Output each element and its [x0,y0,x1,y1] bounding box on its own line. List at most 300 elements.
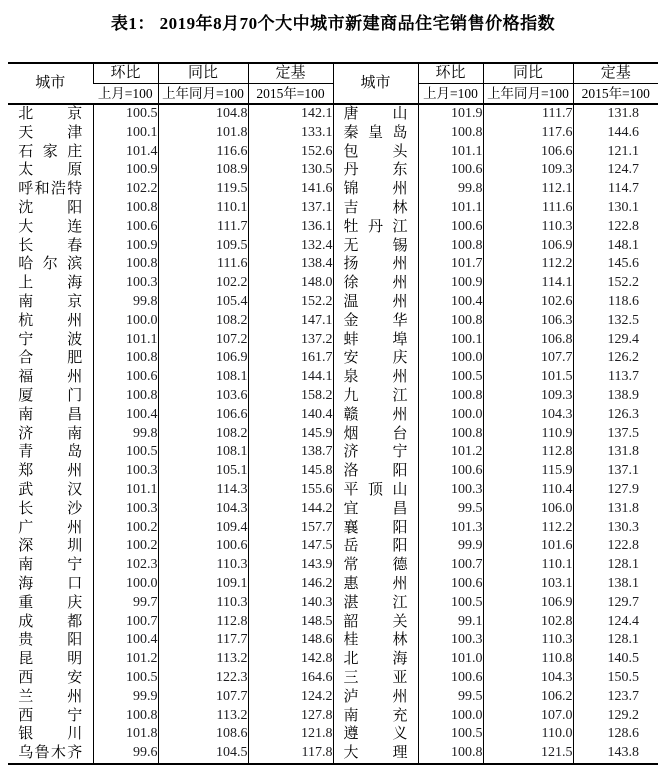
table-row [8,537,658,556]
table-row [8,688,658,707]
city-cell [8,293,93,312]
value-cell: 110.3 [483,631,573,650]
city-cell [333,688,418,707]
value-cell: 111.7 [483,104,573,124]
value-cell: 133.1 [248,124,333,143]
value-cell: 100.3 [93,274,158,293]
city-cell [333,349,418,368]
value-cell: 100.6 [93,218,158,237]
table-row [8,406,658,425]
value-cell: 106.6 [483,143,573,162]
value-cell: 100.6 [158,537,248,556]
value-cell: 101.6 [483,537,573,556]
value-cell: 143.8 [573,744,658,764]
value-cell: 110.9 [483,425,573,444]
city-name: 太原 [18,162,83,179]
city-name: 锦州 [343,181,408,198]
value-cell: 114.7 [573,180,658,199]
city-name: 南京 [18,293,83,310]
value-cell: 152.2 [573,274,658,293]
value-cell: 103.1 [483,575,573,594]
city-name: 呼和浩特 [18,181,83,198]
value-cell: 164.6 [248,669,333,688]
value-cell: 105.1 [158,462,248,481]
value-cell: 100.3 [93,462,158,481]
city-cell [8,180,93,199]
city-cell [8,312,93,331]
city-cell [333,104,418,124]
value-cell: 100.6 [418,575,483,594]
value-cell: 117.8 [248,744,333,764]
value-cell: 101.2 [93,650,158,669]
table-header [8,63,658,104]
value-cell: 112.1 [483,180,573,199]
value-cell: 118.6 [573,293,658,312]
value-cell: 100.8 [418,425,483,444]
city-name: 泉州 [343,369,408,386]
city-cell [8,104,93,124]
header-row-main [8,63,658,84]
city-name: 兰州 [18,688,83,705]
value-cell: 100.7 [93,613,158,632]
table-body [8,104,658,764]
city-cell [8,707,93,726]
city-name: 大连 [18,218,83,235]
city-cell [333,575,418,594]
value-cell: 102.8 [483,613,573,632]
city-cell [8,537,93,556]
value-cell: 99.9 [418,537,483,556]
city-cell [8,387,93,406]
value-cell: 99.1 [418,613,483,632]
city-cell [8,368,93,387]
value-cell: 109.5 [158,237,248,256]
value-cell: 137.5 [573,425,658,444]
value-cell: 122.8 [573,537,658,556]
value-cell: 148.6 [248,631,333,650]
value-cell: 101.5 [483,368,573,387]
value-cell: 101.1 [93,481,158,500]
value-cell: 105.4 [158,293,248,312]
table-row [8,425,658,444]
value-cell: 99.6 [93,744,158,764]
value-cell: 117.7 [158,631,248,650]
city-name: 银川 [18,726,83,743]
table-row [8,556,658,575]
city-name: 海口 [18,575,83,592]
header-yoy-left: 同比 [158,63,248,84]
value-cell: 106.9 [483,594,573,613]
value-cell: 100.8 [93,349,158,368]
header-mom-left: 环比 [93,63,158,84]
city-cell [333,594,418,613]
city-name: 福州 [18,369,83,386]
city-name: 北京 [18,106,83,122]
value-cell: 112.8 [483,443,573,462]
value-cell: 145.8 [248,462,333,481]
value-cell: 101.7 [418,255,483,274]
value-cell: 138.9 [573,387,658,406]
table-row [8,462,658,481]
city-cell [8,237,93,256]
city-cell [8,406,93,425]
value-cell: 101.8 [93,725,158,744]
value-cell: 121.8 [248,725,333,744]
city-cell [333,406,418,425]
city-cell [333,425,418,444]
value-cell: 113.7 [573,368,658,387]
value-cell: 110.3 [158,556,248,575]
city-cell [8,331,93,350]
value-cell: 138.1 [573,575,658,594]
value-cell: 100.8 [418,124,483,143]
value-cell: 111.7 [158,218,248,237]
value-cell: 131.8 [573,104,658,124]
city-name: 金华 [343,312,408,329]
value-cell: 99.5 [418,500,483,519]
table-row [8,349,658,368]
value-cell: 99.8 [93,293,158,312]
value-cell: 100.5 [418,725,483,744]
value-cell: 100.4 [418,293,483,312]
value-cell: 106.9 [483,237,573,256]
value-cell: 100.2 [93,537,158,556]
value-cell: 131.8 [573,443,658,462]
city-name: 南充 [343,707,408,724]
page-title: 表1： 2019年8月70个大中城市新建商品住宅销售价格指数 [110,14,556,33]
value-cell: 100.0 [93,312,158,331]
value-cell: 112.2 [483,255,573,274]
city-cell [333,669,418,688]
value-cell: 103.6 [158,387,248,406]
value-cell: 100.8 [93,255,158,274]
value-cell: 108.1 [158,443,248,462]
value-cell: 102.6 [483,293,573,312]
table-row [8,293,658,312]
value-cell: 132.4 [248,237,333,256]
value-cell: 124.4 [573,613,658,632]
table-row [8,443,658,462]
header-city-right: 城市 [333,63,418,104]
value-cell: 128.6 [573,725,658,744]
value-cell: 100.6 [418,218,483,237]
table-row [8,368,658,387]
table-row [8,180,658,199]
table-row [8,744,658,764]
value-cell: 101.8 [158,124,248,143]
table-row [8,725,658,744]
city-name: 贵阳 [18,632,83,649]
table-row [8,255,658,274]
city-cell [333,443,418,462]
city-cell [8,255,93,274]
city-cell [8,519,93,538]
value-cell: 100.0 [418,406,483,425]
subheader-mom-right: 上月=100 [418,84,483,105]
value-cell: 100.5 [93,669,158,688]
city-name: 宜昌 [343,500,408,517]
city-name: 秦皇岛 [343,124,408,141]
value-cell: 129.7 [573,594,658,613]
city-cell [333,218,418,237]
value-cell: 117.6 [483,124,573,143]
city-name: 惠州 [343,575,408,592]
table-row [8,143,658,162]
value-cell: 110.4 [483,481,573,500]
value-cell: 107.2 [158,331,248,350]
city-name: 南昌 [18,406,83,423]
city-cell [333,368,418,387]
city-name: 牡丹江 [343,218,408,235]
value-cell: 116.6 [158,143,248,162]
city-cell [333,613,418,632]
value-cell: 158.2 [248,387,333,406]
city-name: 泸州 [343,688,408,705]
city-name: 武汉 [18,481,83,498]
value-cell: 122.3 [158,669,248,688]
city-cell [333,500,418,519]
city-name: 沈阳 [18,199,83,216]
value-cell: 108.1 [158,368,248,387]
value-cell: 142.1 [248,104,333,124]
city-name: 吉林 [343,199,408,216]
city-name: 乌鲁木齐 [18,745,83,762]
city-name: 扬州 [343,256,408,273]
city-name: 岳阳 [343,538,408,555]
city-cell [8,143,93,162]
value-cell: 104.3 [158,500,248,519]
value-cell: 137.1 [248,199,333,218]
city-cell [8,594,93,613]
value-cell: 130.5 [248,161,333,180]
value-cell: 127.9 [573,481,658,500]
value-cell: 143.9 [248,556,333,575]
value-cell: 110.3 [483,218,573,237]
value-cell: 99.7 [93,594,158,613]
value-cell: 110.3 [158,594,248,613]
value-cell: 152.2 [248,293,333,312]
value-cell: 100.6 [418,462,483,481]
value-cell: 126.3 [573,406,658,425]
value-cell: 137.2 [248,331,333,350]
value-cell: 100.5 [418,368,483,387]
city-name: 长春 [18,237,83,254]
city-cell [8,725,93,744]
value-cell: 112.2 [483,519,573,538]
value-cell: 101.4 [93,143,158,162]
city-name: 韶关 [343,613,408,630]
value-cell: 102.2 [93,180,158,199]
table-row [8,575,658,594]
value-cell: 136.1 [248,218,333,237]
city-cell [8,613,93,632]
table-row [8,161,658,180]
value-cell: 128.1 [573,631,658,650]
subheader-yoy-left: 上年同月=100 [158,84,248,105]
value-cell: 100.8 [418,237,483,256]
value-cell: 102.2 [158,274,248,293]
city-name: 郑州 [18,463,83,480]
city-name: 襄阳 [343,519,408,536]
value-cell: 100.8 [93,387,158,406]
value-cell: 107.7 [158,688,248,707]
city-name: 遵义 [343,726,408,743]
header-city-left: 城市 [8,63,93,104]
value-cell: 148.1 [573,237,658,256]
city-cell [333,143,418,162]
city-cell [333,199,418,218]
table-row [8,124,658,143]
subheader-base-right: 2015年=100 [573,84,658,105]
value-cell: 107.7 [483,349,573,368]
city-cell [333,556,418,575]
city-name: 杭州 [18,312,83,329]
city-cell [8,218,93,237]
value-cell: 115.9 [483,462,573,481]
city-cell [8,425,93,444]
table-row [8,707,658,726]
value-cell: 100.8 [418,387,483,406]
city-name: 宁波 [18,331,83,348]
table-row [8,387,658,406]
value-cell: 108.2 [158,312,248,331]
city-cell [8,481,93,500]
value-cell: 119.5 [158,180,248,199]
value-cell: 100.5 [93,443,158,462]
header-mom-right: 环比 [418,63,483,84]
city-cell [333,124,418,143]
city-name: 石家庄 [18,143,83,160]
table-row [8,237,658,256]
value-cell: 155.6 [248,481,333,500]
city-name: 蚌埠 [343,331,408,348]
city-cell [333,725,418,744]
city-name: 哈尔滨 [18,256,83,273]
value-cell: 140.5 [573,650,658,669]
value-cell: 100.4 [93,406,158,425]
value-cell: 102.3 [93,556,158,575]
value-cell: 110.1 [483,556,573,575]
value-cell: 161.7 [248,349,333,368]
value-cell: 113.2 [158,707,248,726]
city-name: 西安 [18,669,83,686]
value-cell: 122.8 [573,218,658,237]
table-row [8,481,658,500]
city-name: 湛江 [343,594,408,611]
subheader-yoy-right: 上年同月=100 [483,84,573,105]
city-name: 青岛 [18,444,83,461]
value-cell: 124.7 [573,161,658,180]
city-name: 安庆 [343,350,408,367]
value-cell: 100.7 [418,556,483,575]
table-row [8,218,658,237]
value-cell: 100.6 [418,161,483,180]
city-name: 平顶山 [343,481,408,498]
city-cell [8,688,93,707]
value-cell: 104.8 [158,104,248,124]
city-cell [8,274,93,293]
value-cell: 112.8 [158,613,248,632]
table-row [8,613,658,632]
value-cell: 99.5 [418,688,483,707]
city-name: 三亚 [343,669,408,686]
city-cell [8,349,93,368]
value-cell: 148.0 [248,274,333,293]
value-cell: 101.1 [418,199,483,218]
city-cell [8,575,93,594]
value-cell: 108.6 [158,725,248,744]
value-cell: 152.6 [248,143,333,162]
city-name: 合肥 [18,350,83,367]
value-cell: 109.3 [483,161,573,180]
subheader-base-left: 2015年=100 [248,84,333,105]
city-name: 常德 [343,557,408,574]
value-cell: 111.6 [483,199,573,218]
value-cell: 106.6 [158,406,248,425]
value-cell: 108.2 [158,425,248,444]
value-cell: 104.5 [158,744,248,764]
value-cell: 100.0 [93,575,158,594]
city-cell [8,631,93,650]
city-cell [333,631,418,650]
value-cell: 106.3 [483,312,573,331]
value-cell: 131.8 [573,500,658,519]
value-cell: 100.8 [93,199,158,218]
value-cell: 100.3 [93,500,158,519]
value-cell: 101.1 [418,143,483,162]
value-cell: 123.7 [573,688,658,707]
value-cell: 145.9 [248,425,333,444]
city-cell [8,124,93,143]
city-cell [333,255,418,274]
value-cell: 144.6 [573,124,658,143]
value-cell: 104.3 [483,406,573,425]
city-name: 昆明 [18,651,83,668]
city-cell [333,312,418,331]
city-name: 天津 [18,124,83,141]
value-cell: 140.4 [248,406,333,425]
city-cell [333,161,418,180]
city-cell [333,650,418,669]
value-cell: 100.1 [93,124,158,143]
table-row [8,199,658,218]
value-cell: 144.2 [248,500,333,519]
value-cell: 128.1 [573,556,658,575]
value-cell: 137.1 [573,462,658,481]
value-cell: 101.3 [418,519,483,538]
value-cell: 114.3 [158,481,248,500]
value-cell: 147.1 [248,312,333,331]
value-cell: 145.6 [573,255,658,274]
value-cell: 148.5 [248,613,333,632]
value-cell: 124.2 [248,688,333,707]
city-name: 深圳 [18,538,83,555]
value-cell: 106.0 [483,500,573,519]
value-cell: 100.6 [418,669,483,688]
city-name: 九江 [343,387,408,404]
header-base-left: 定基 [248,63,333,84]
city-name: 包头 [343,143,408,160]
value-cell: 147.5 [248,537,333,556]
price-index-table [8,62,658,765]
value-cell: 138.4 [248,255,333,274]
value-cell: 157.7 [248,519,333,538]
city-name: 南宁 [18,557,83,574]
city-cell [333,744,418,764]
value-cell: 99.8 [93,425,158,444]
value-cell: 113.2 [158,650,248,669]
city-cell [333,331,418,350]
